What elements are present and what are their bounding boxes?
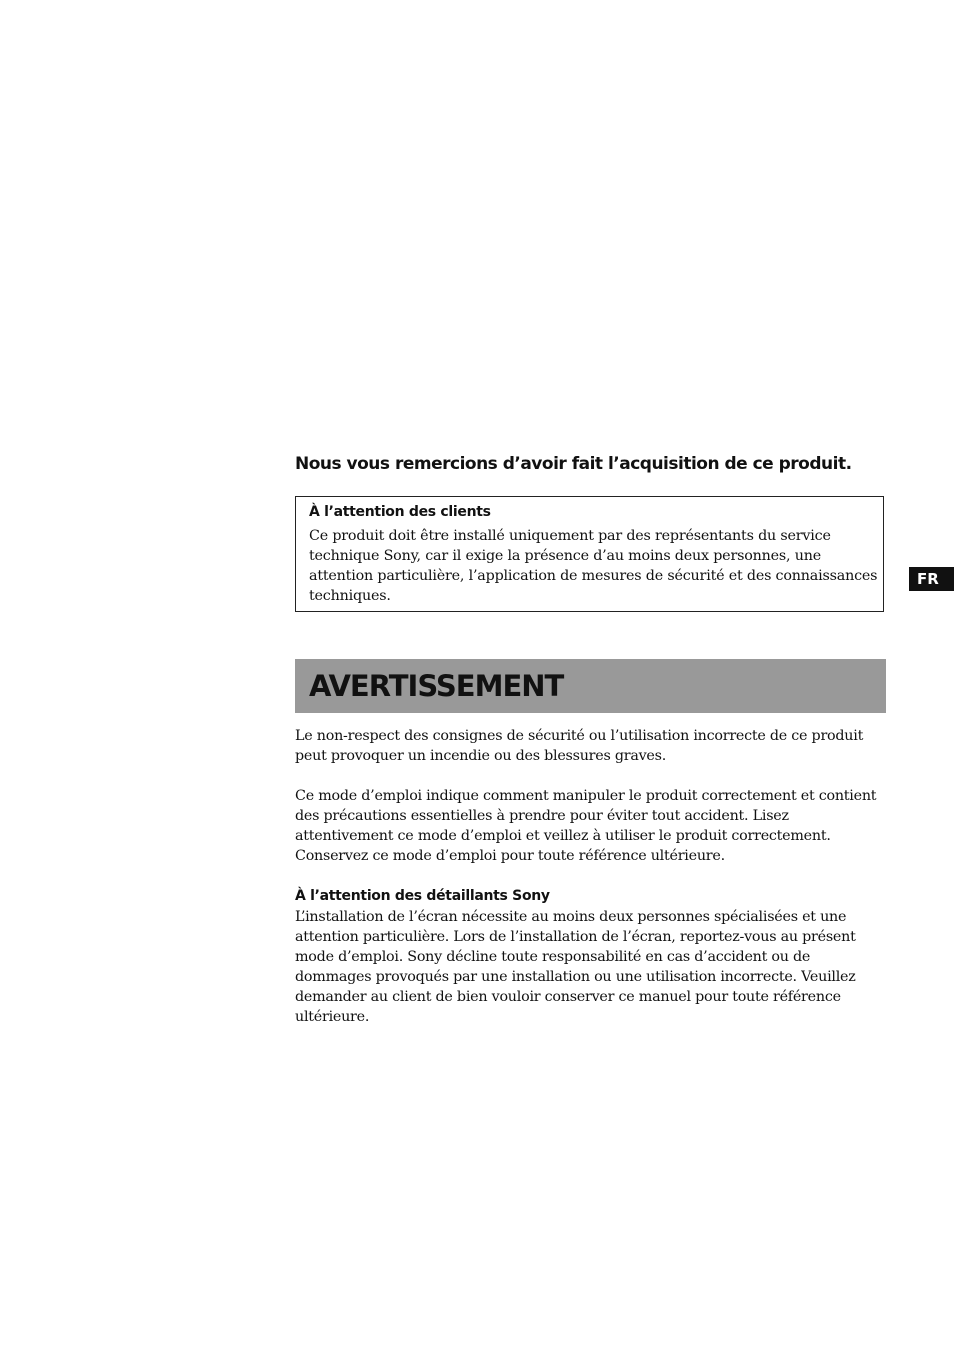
dealers-notice-body: L’installation de l’écran nécessite au moins deux personnes spécialisées et une attention particulière. Lors de l’installation de l’écran, reportez-vous au présent mode d’emploi. Sony décline toute responsabilité en cas d’accident ou de dommages provoqués par une installation ou une utilisation incorrecte. Veuillez demander au client de bien vouloir conserver ce manuel pour toute référence ultérieure. [295,909,856,1025]
customer-notice-box [295,496,884,612]
customer-notice-title: À l’attention des clients [309,504,491,520]
page-heading: Nous vous remercions d’avoir fait l’acquisition de ce produit. [295,454,852,474]
dealers-notice-title: À l’attention des détaillants Sony [295,888,550,904]
warning-banner [295,659,886,713]
warning-paragraph-2: Ce mode d’emploi indique comment manipuler le produit correctement et contient des précautions essentielles à prendre pour éviter tout accident. Lisez attentivement ce mode d’emploi et veillez à utiliser le produit correctement. Conservez ce mode d’emploi pour toute référence ultérieure. [295,788,877,864]
warning-paragraph-1: Le non-respect des consignes de sécurité ou l’utilisation incorrecte de ce produit peut provoquer un incendie ou des blessures graves. [295,728,864,764]
warning-title: AVERTISSEMENT [309,669,564,703]
customer-notice-body: Ce produit doit être installé uniquement par des représentants du service technique Sony, car il exige la présence d’au moins deux personnes, une attention particulière, l’application de mesures de sécurité et des connaissances techniques. [309,528,878,604]
language-tab: FR [909,567,954,591]
